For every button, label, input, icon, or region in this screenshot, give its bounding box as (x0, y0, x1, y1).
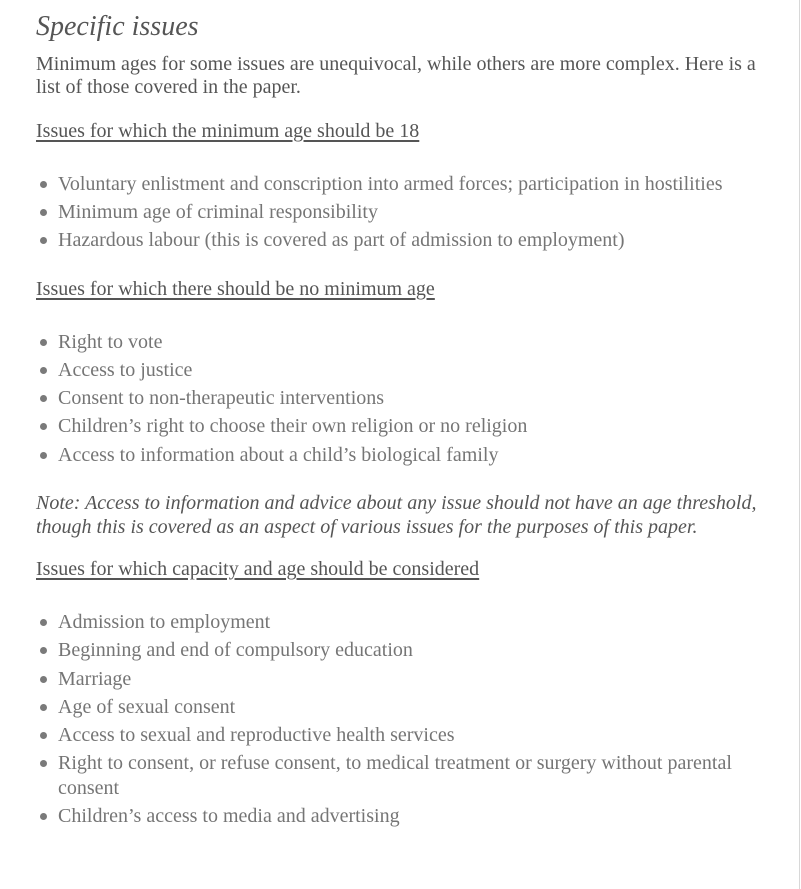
bullet-icon (40, 395, 47, 402)
list-capacity-and-age (36, 610, 766, 828)
note-paragraph: Note: Access to information and advice about any issue should not have an age threshold, though this is covered as an aspect of various issues for the purposes of this paper. (36, 492, 757, 539)
list-item: Children’s access to media and advertising (36, 804, 766, 829)
intro-paragraph: Minimum ages for some issues are unequivocal, while others are more complex. Here is a list of those covered in the paper. (36, 53, 756, 98)
list-item: Minimum age of criminal responsibility (36, 200, 766, 225)
bullet-icon (40, 452, 47, 459)
list-no-min-age (36, 330, 766, 467)
page-edge-rule (799, 0, 800, 889)
bullet-icon (40, 704, 47, 711)
list-item: Admission to employment (36, 610, 766, 635)
bullet-icon (40, 760, 47, 767)
list-item: Right to consent, or refuse consent, to medical treatment or surgery without parental consent (36, 751, 766, 800)
list-item: Voluntary enlistment and conscription into armed forces; participation in hostilities (36, 172, 766, 197)
article-body (36, 10, 766, 832)
list-item: Access to sexual and reproductive health services (36, 723, 766, 748)
list-item: Right to vote (36, 330, 766, 355)
bullet-icon (40, 647, 47, 654)
bullet-icon (40, 237, 47, 244)
list-item: Children’s right to choose their own religion or no religion (36, 414, 766, 439)
list-item: Hazardous labour (this is covered as part of admission to employment) (36, 228, 766, 253)
bullet-icon (40, 619, 47, 626)
bullet-icon (40, 676, 47, 683)
bullet-icon (40, 339, 47, 346)
bullet-icon (40, 732, 47, 739)
bullet-icon (40, 423, 47, 430)
list-item: Consent to non-therapeutic interventions (36, 386, 766, 411)
bullet-icon (40, 813, 47, 820)
list-item: Access to information about a child’s biological family (36, 443, 766, 468)
section-title-no-min-age: Issues for which there should be no minimum age (36, 277, 435, 300)
list-item: Access to justice (36, 358, 766, 383)
list-item: Marriage (36, 667, 766, 692)
list-item: Beginning and end of compulsory education (36, 638, 766, 663)
bullet-icon (40, 209, 47, 216)
bullet-icon (40, 181, 47, 188)
page-title: Specific issues (36, 11, 199, 42)
list-min-age-18 (36, 172, 766, 253)
section-title-min-age-18: Issues for which the minimum age should be 18 (36, 120, 420, 142)
list-item: Age of sexual consent (36, 695, 766, 720)
section-title-capacity-and-age: Issues for which capacity and age should be considered (36, 558, 480, 581)
bullet-icon (40, 367, 47, 374)
